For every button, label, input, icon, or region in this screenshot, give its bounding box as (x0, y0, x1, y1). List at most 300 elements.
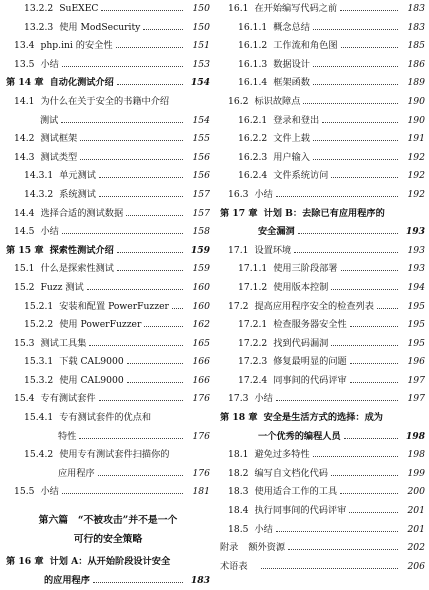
toc-entry-number: 13.2.3 (24, 21, 54, 33)
dot-leader (298, 233, 398, 234)
toc-entry-page-number: 193 (407, 263, 425, 275)
toc-entry[interactable] (6, 372, 210, 391)
dot-leader (62, 233, 183, 234)
toc-entry-title: 小结 (40, 58, 59, 70)
toc-entry-title: 避免过多特性 (254, 449, 310, 461)
toc-entry-title: 自动化测试介绍 (49, 77, 114, 89)
toc-entry[interactable] (220, 167, 425, 186)
toc-entry-page-number: 193 (407, 244, 425, 256)
toc-entry-number: 16.2.2 (238, 133, 268, 145)
toc-entry-number: 16.1.4 (238, 77, 268, 89)
toc-entry[interactable] (6, 149, 210, 168)
toc-entry-number: 13.5 (14, 58, 35, 70)
toc-entry-title-continued: 安全漏洞 (258, 226, 295, 238)
toc-entry-title: 使用 ModSecurity (59, 21, 141, 33)
toc-entry-number: 18.1 (228, 449, 249, 461)
toc-entry-line (238, 353, 401, 372)
toc-entry-line (14, 483, 186, 502)
toc-entry-title: 执行同事间的代码评审 (254, 505, 347, 517)
dot-leader (87, 289, 183, 290)
toc-entry-number: 14.1 (14, 95, 35, 107)
toc-entry-title: 专有测试套件 (40, 393, 96, 405)
toc-entry-number: 15.2 (14, 281, 35, 293)
dot-leader (127, 363, 183, 364)
toc-entry-page-number: 156 (192, 151, 210, 163)
toc-entry-title: 什么是探索性测试 (40, 263, 114, 275)
toc-entry-number: 第 15 章 (6, 244, 44, 256)
toc-entry-page-number: 166 (192, 374, 210, 386)
toc-entry-page-number: 176 (192, 467, 210, 479)
dot-leader (276, 531, 398, 532)
toc-entry-title: 选择合适的测试数据 (40, 207, 124, 219)
toc-entry-title: 探索性测试介绍 (49, 244, 114, 256)
toc-entry-number: 14.2 (14, 133, 35, 145)
toc-entry-page-number: 198 (405, 430, 425, 442)
toc-entry-page-number: 157 (192, 207, 210, 219)
toc-entry-second-line (258, 428, 401, 447)
dot-leader (288, 549, 398, 550)
toc-entry-line (24, 316, 186, 335)
toc-entry-line (238, 335, 401, 354)
toc-entry-number: 18.5 (228, 523, 249, 535)
toc-entry-line (238, 316, 401, 335)
toc-entry-line (220, 558, 401, 577)
toc-entry-page-number: 193 (405, 226, 425, 238)
toc-entry-line (14, 279, 186, 298)
toc-entry-page-number: 158 (192, 226, 210, 238)
toc-entry-title: 为什么在关于安全的书籍中介绍 (40, 95, 170, 107)
toc-entry-number: 14.3.1 (24, 170, 54, 182)
dot-leader (62, 493, 183, 494)
toc-entry-number: 附录 (220, 542, 239, 554)
toc-entry-line (14, 149, 186, 168)
toc-entry[interactable] (220, 409, 425, 446)
dot-leader (313, 29, 398, 30)
toc-entry[interactable] (6, 205, 210, 224)
toc-entry-page-number: 198 (407, 449, 425, 461)
toc-entry-page-number: 154 (192, 114, 210, 126)
toc-entry[interactable] (6, 74, 210, 93)
toc-entry-title: 使用三阶段部署 (273, 263, 338, 275)
toc-entry-number: 第 17 章 (220, 207, 258, 219)
toc-entry-number: 14.5 (14, 226, 35, 238)
toc-entry-title: 提高应用程序安全的检查列表 (254, 300, 374, 312)
toc-entry-page-number: 160 (192, 281, 210, 293)
toc-entry-page-number: 185 (407, 40, 425, 52)
toc-entry[interactable] (220, 483, 425, 502)
toc-entry-page-number: 165 (192, 337, 210, 349)
toc-entry-title: 同事间的代码评审 (273, 374, 347, 386)
toc-entry-title: 小结 (254, 188, 273, 200)
toc-entry-number: 16.1.3 (238, 58, 268, 70)
toc-entry-number: 17.1 (228, 244, 249, 256)
toc-entry[interactable] (220, 149, 425, 168)
toc-entry-title: 安装和配置 PowerFuzzer (59, 300, 169, 312)
toc-entry-page-number: 196 (407, 356, 425, 368)
dot-leader (294, 252, 398, 253)
toc-entry-page-number: 197 (407, 374, 425, 386)
toc-entry[interactable] (220, 335, 425, 354)
toc-entry[interactable] (6, 37, 210, 56)
toc-entry[interactable] (220, 205, 425, 242)
toc-entry-page-number: 159 (190, 244, 210, 256)
toc-entry-title: 使用适合工作的工具 (254, 486, 338, 498)
toc-entry[interactable] (6, 409, 210, 446)
toc-entry[interactable] (6, 186, 210, 205)
toc-entry-title-continued: 特性 (58, 430, 77, 442)
toc-entry-page-number: 189 (407, 77, 425, 89)
toc-entry-second-line (44, 572, 186, 590)
toc-entry-number: 17.3 (228, 393, 249, 405)
toc-entry-second-line (40, 112, 186, 131)
toc-entry-page-number: 199 (407, 467, 425, 479)
toc-entry-title: 单元测试 (59, 170, 96, 182)
toc-entry[interactable] (220, 521, 425, 540)
toc-entry-line (24, 372, 186, 391)
toc-entry[interactable] (6, 19, 210, 38)
toc-entry-line (238, 56, 401, 75)
toc-entry-page-number: 154 (190, 77, 210, 89)
toc-entry-number: 16.3 (228, 188, 249, 200)
toc-entry-title: 找到代码漏洞 (273, 337, 329, 349)
toc-entry[interactable] (6, 483, 210, 502)
toc-entry-number: 15.2.1 (24, 300, 54, 312)
toc-entry-page-number: 200 (407, 486, 425, 498)
dot-leader (331, 345, 398, 346)
dot-leader (61, 122, 183, 123)
dot-leader (98, 475, 183, 476)
toc-entry-title: 标识故障点 (254, 95, 301, 107)
toc-entry-line (24, 353, 186, 372)
toc-entry[interactable] (6, 279, 210, 298)
toc-entry-number: 17.2.2 (238, 337, 268, 349)
toc-entry-number: 17.1.1 (238, 263, 268, 275)
toc-entry[interactable] (6, 0, 210, 19)
toc-entry-title: 数据设计 (273, 58, 310, 70)
toc-entry[interactable] (6, 316, 210, 335)
toc-entry[interactable] (220, 465, 425, 484)
toc-entry[interactable] (6, 93, 210, 130)
toc-entry-line (24, 0, 186, 19)
dot-leader (341, 270, 398, 271)
toc-entry-page-number: 192 (407, 170, 425, 182)
toc-entry-title: 框架函数 (273, 77, 310, 89)
dot-leader (377, 308, 398, 309)
toc-entry[interactable] (6, 242, 210, 261)
toc-entry-line (14, 56, 186, 75)
toc-left-column (6, 0, 210, 590)
toc-entry-page-number: 186 (407, 58, 425, 70)
toc-entry[interactable] (6, 335, 210, 354)
toc-entry-number: 15.3.1 (24, 356, 54, 368)
toc-entry[interactable] (220, 298, 425, 317)
toc-entry-page-number: 150 (192, 21, 210, 33)
toc-entry-title-continued: 测试 (40, 114, 59, 126)
dot-leader (80, 159, 183, 160)
toc-entry[interactable] (220, 558, 425, 577)
toc-entry[interactable] (220, 539, 425, 558)
toc-entry-first-line (24, 446, 186, 465)
toc-entry[interactable] (220, 353, 425, 372)
dot-leader (331, 177, 398, 178)
toc-entry-number: 17.2.3 (238, 356, 268, 368)
toc-entry-line (228, 93, 401, 112)
toc-entry-number: 17.2.1 (238, 319, 268, 331)
toc-entry-line (14, 390, 186, 409)
toc-entry-title: 小结 (254, 523, 273, 535)
dot-leader (261, 568, 398, 569)
toc-entry-line (238, 149, 401, 168)
dot-leader (93, 582, 183, 583)
toc-entry-line (24, 167, 186, 186)
toc-entry[interactable] (220, 74, 425, 93)
toc-entry-page-number: 191 (407, 133, 425, 145)
dot-leader (276, 400, 398, 401)
part-heading-line2: 可行的安全策略 (73, 533, 143, 545)
toc-entry-number: 第 18 章 (220, 412, 258, 424)
toc-entry-number: 18.2 (228, 467, 249, 479)
toc-entry-title: 修复最明显的问题 (273, 356, 347, 368)
toc-entry[interactable] (220, 19, 425, 38)
toc-entry[interactable] (220, 372, 425, 391)
toc-entry[interactable] (220, 502, 425, 521)
toc-entry[interactable] (6, 553, 210, 590)
toc-entry-line (228, 242, 401, 261)
toc-entry-number: 16.1 (228, 3, 249, 14)
toc-entry-first-line (6, 553, 186, 572)
part-heading-line1: 第六篇 “不被攻击”并不是一个 (38, 515, 178, 527)
toc-entry-page-number: 155 (192, 133, 210, 145)
toc-entry-number: 16.2 (228, 95, 249, 107)
toc-entry-page-number: 195 (407, 337, 425, 349)
dot-leader (341, 47, 398, 48)
toc-entry-line (228, 446, 401, 465)
toc-entry[interactable] (6, 130, 210, 149)
dot-leader (350, 326, 398, 327)
toc-entry-page-number: 183 (407, 21, 425, 33)
toc-entry-line (228, 0, 401, 19)
toc-entry-second-line (58, 428, 186, 447)
toc-entry-title: 检查服务器安全性 (273, 319, 347, 331)
toc-entry[interactable] (220, 112, 425, 131)
toc-entry-page-number: 201 (407, 505, 425, 517)
toc-entry-title: 安全是生活方式的选择：成为 (263, 412, 383, 424)
dot-leader (99, 177, 183, 178)
dot-leader (79, 438, 183, 439)
toc-entry-line (24, 298, 186, 317)
toc-entry-number: 15.1 (14, 263, 35, 275)
dot-leader (331, 475, 398, 476)
toc-entry-title: 下载 CAL9000 (59, 356, 124, 368)
dot-leader (349, 512, 398, 513)
toc-entry-number: 14.4 (14, 207, 35, 219)
dot-leader (322, 122, 398, 123)
toc-entry-line (228, 465, 401, 484)
dot-leader (99, 196, 183, 197)
toc-entry[interactable] (220, 260, 425, 279)
dot-leader (340, 10, 398, 11)
toc-entry[interactable] (220, 130, 425, 149)
dot-leader (116, 47, 183, 48)
toc-entry-page-number: 150 (192, 3, 210, 14)
toc-entry[interactable] (6, 446, 210, 483)
toc-entry-number: 16.2.3 (238, 151, 268, 163)
toc-entry-line (220, 539, 401, 558)
toc-entry[interactable] (6, 353, 210, 372)
toc-entry-line (238, 372, 401, 391)
toc-entry-number: 14.3.2 (24, 188, 54, 200)
dot-leader (313, 66, 398, 67)
dot-leader (117, 252, 183, 253)
toc-entry-title: php.ini 的安全性 (40, 40, 113, 52)
toc-entry-line (238, 279, 401, 298)
toc-entry-title: 计划 B：去除已有应用程序的 (263, 207, 385, 219)
toc-entry-page-number: 195 (407, 300, 425, 312)
toc-entry-title: 测试框架 (40, 133, 78, 145)
toc-entry-title: 测试类型 (40, 151, 78, 163)
toc-entry[interactable] (220, 186, 425, 205)
dot-leader (172, 308, 183, 309)
toc-entry-title: 使用 PowerFuzzer (59, 319, 142, 331)
dot-leader (89, 345, 183, 346)
toc-entry[interactable] (6, 260, 210, 279)
toc-entry-page-number: 156 (192, 170, 210, 182)
toc-entry-first-line (14, 93, 186, 112)
toc-entry-first-line (220, 205, 401, 224)
toc-entry-page-number: 157 (192, 188, 210, 200)
toc-entry-number: 13.4 (14, 40, 35, 52)
dot-leader (313, 84, 398, 85)
dot-leader (80, 140, 183, 141)
toc-entry[interactable] (6, 56, 210, 75)
toc-entry-number: 18.4 (228, 505, 249, 517)
toc-entry-title-continued: 一个优秀的编程人员 (258, 430, 341, 442)
toc-entry-line (14, 130, 186, 149)
dot-leader (276, 196, 398, 197)
toc-entry-title: 登录和登出 (273, 114, 320, 126)
toc-entry-title: 概念总结 (273, 21, 310, 33)
toc-entry-number: 17.1.2 (238, 281, 268, 293)
toc-entry-number: 13.2.2 (24, 3, 54, 14)
toc-entry-page-number: 166 (192, 356, 210, 368)
toc-entry-page-number: 176 (192, 393, 210, 405)
toc-entry[interactable] (6, 298, 210, 317)
toc-entry-line (228, 186, 401, 205)
toc-entry-second-line (58, 465, 186, 484)
toc-entry-title: Fuzz 测试 (40, 281, 84, 293)
toc-entry-number: 14.3 (14, 151, 35, 163)
dot-leader (331, 289, 398, 290)
toc-entry-first-line (220, 409, 401, 428)
toc-entry[interactable] (220, 242, 425, 261)
toc-entry-line (24, 19, 186, 38)
toc-entry-page-number: 183 (407, 3, 425, 14)
toc-entry-page-number: 195 (407, 319, 425, 331)
toc-entry-line (14, 223, 186, 242)
toc-entry-line (238, 74, 401, 93)
toc-entry-title: 计划 A：从开始阶段设计安全 (49, 556, 171, 568)
toc-entry[interactable] (6, 390, 210, 409)
toc-entry[interactable] (220, 56, 425, 75)
toc-entry-page-number: 190 (407, 95, 425, 107)
toc-entry-number: 15.4.2 (24, 449, 54, 461)
toc-entry-page-number: 206 (407, 560, 425, 572)
toc-entry-line (6, 74, 186, 93)
toc-entry[interactable] (220, 0, 425, 19)
toc-entry-title: 专有测试套件的优点和 (59, 412, 152, 424)
toc-entry-number: 15.5 (14, 486, 35, 498)
toc-entry-title: 使用专有测试套件扫描你的 (59, 449, 170, 461)
toc-entry-title-continued: 应用程序 (58, 467, 95, 479)
toc-entry-number: 16.2.4 (238, 170, 268, 182)
toc-entry-second-line (258, 223, 401, 242)
dot-leader (350, 363, 398, 364)
dot-leader (313, 456, 398, 457)
toc-entry-title: 用户输入 (273, 151, 310, 163)
toc-entry-number: 15.3.2 (24, 374, 54, 386)
toc-entry-number: 16.1.1 (238, 21, 268, 33)
toc-entry-line (238, 37, 401, 56)
toc-entry-title: 设置环境 (254, 244, 292, 256)
dot-leader (313, 159, 398, 160)
toc-entry-title: 系统测试 (59, 188, 96, 200)
dot-leader (340, 493, 398, 494)
toc-entry-number: 第 16 章 (6, 556, 44, 568)
dot-leader (144, 326, 183, 327)
toc-entry-line (238, 130, 401, 149)
toc-entry-page-number: 153 (192, 58, 210, 70)
dot-leader (101, 10, 183, 11)
toc-entry-title: 小结 (254, 393, 273, 405)
toc-entry[interactable] (220, 316, 425, 335)
toc-entry-line (228, 298, 401, 317)
toc-entry-page-number: 151 (192, 40, 210, 52)
toc-entry-line (14, 37, 186, 56)
toc-entry-number: 17.2.4 (238, 374, 268, 386)
toc-entry[interactable] (220, 446, 425, 465)
dot-leader (303, 103, 398, 104)
toc-entry-line (14, 260, 186, 279)
toc-entry[interactable] (220, 93, 425, 112)
toc-entry-number: 15.4.1 (24, 412, 54, 424)
toc-entry[interactable] (220, 37, 425, 56)
toc-entry-page-number: 201 (407, 523, 425, 535)
toc-entry[interactable] (220, 279, 425, 298)
toc-entry[interactable] (6, 223, 210, 242)
toc-entry-line (14, 335, 186, 354)
toc-entry-number: 15.2.2 (24, 319, 54, 331)
toc-entry-title: 工作流和角色图 (273, 40, 338, 52)
toc-entry-number: 15.4 (14, 393, 35, 405)
toc-entry-number: 15.3 (14, 337, 35, 349)
toc-entry-title-continued: 的应用程序 (44, 574, 90, 586)
toc-entry-number: 16.2.1 (238, 114, 268, 126)
toc-entry-line (228, 521, 401, 540)
toc-entry-page-number: 160 (192, 300, 210, 312)
toc-entry[interactable] (220, 390, 425, 409)
toc-entry-title: 小结 (40, 486, 59, 498)
toc-right-column (220, 0, 425, 576)
toc-entry-page-number: 176 (192, 430, 210, 442)
toc-entry-line (238, 260, 401, 279)
toc-entry-title: 小结 (40, 226, 59, 238)
toc-entry-line (14, 205, 186, 224)
dot-leader (117, 270, 183, 271)
toc-entry-title: 在开始编写代码之前 (254, 3, 338, 14)
toc-entry[interactable] (6, 167, 210, 186)
part-heading[interactable] (6, 512, 210, 549)
dot-leader (62, 66, 183, 67)
